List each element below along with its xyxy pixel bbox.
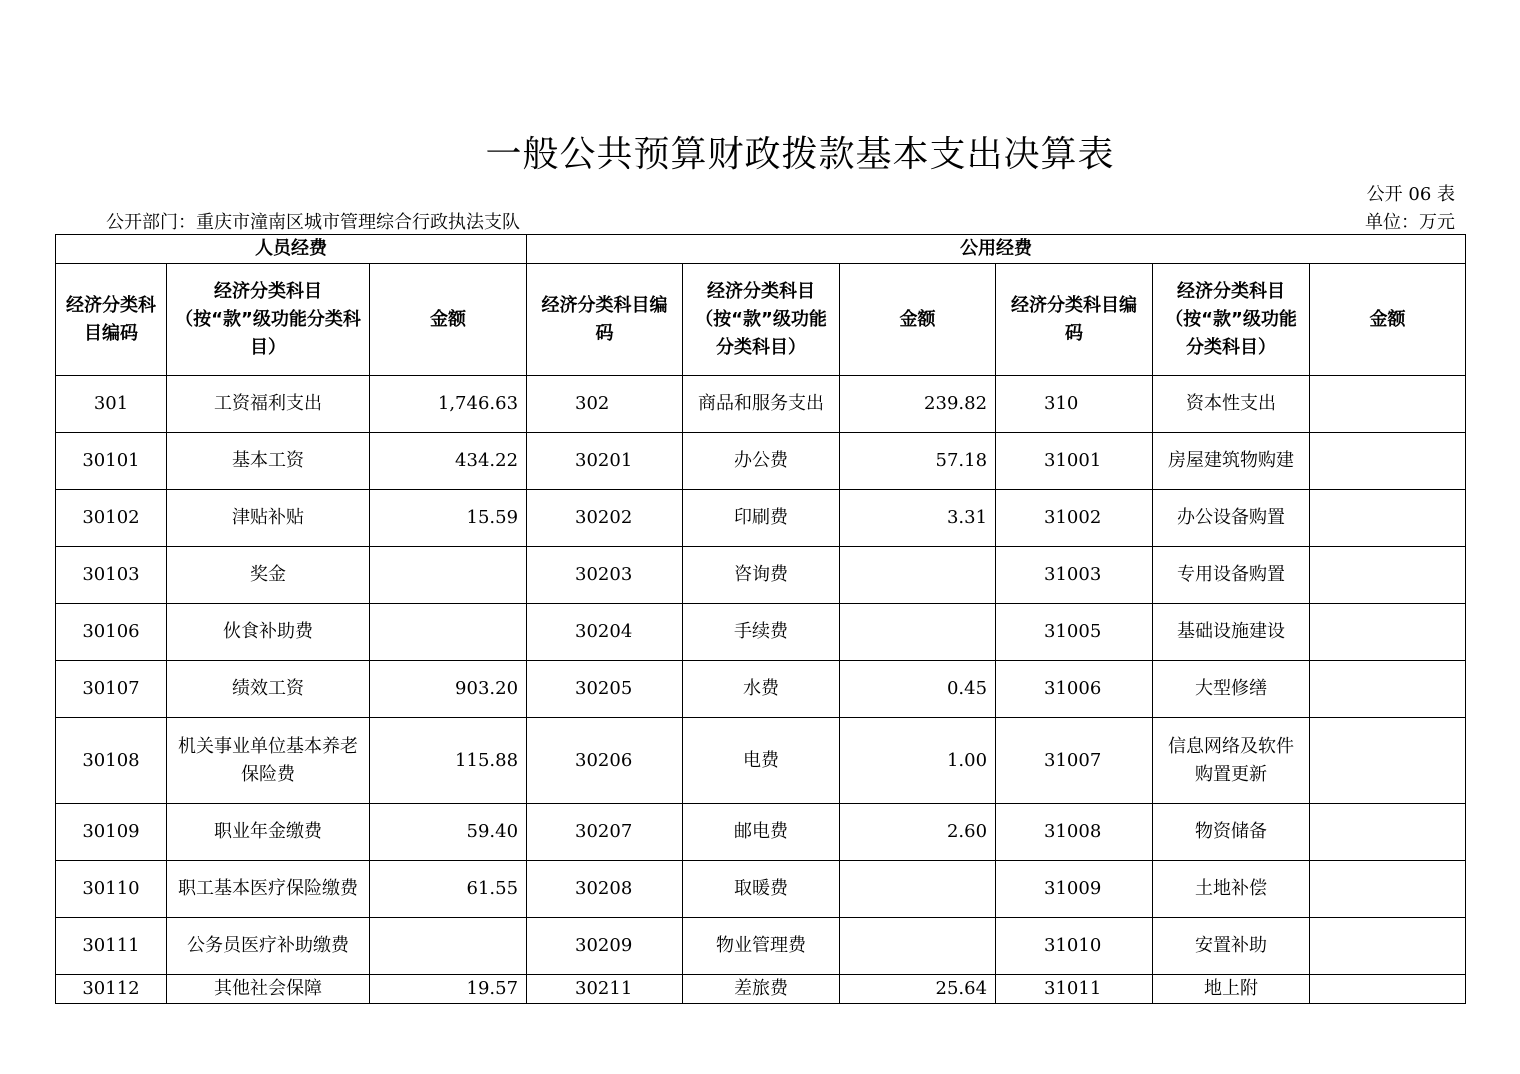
name-cell: 水费: [683, 661, 840, 718]
name-cell: 印刷费: [683, 490, 840, 547]
table-row: [56, 718, 1466, 804]
name-cell: 办公费: [683, 433, 840, 490]
code-cell: 30109: [56, 804, 167, 861]
amount-cell: 1,746.63: [370, 376, 527, 433]
code-cell: 30205: [527, 661, 683, 718]
amount-cell: [370, 918, 527, 975]
col-header-amount: 金额: [370, 264, 527, 376]
amount-cell: [1310, 490, 1466, 547]
code-cell: 31003: [996, 547, 1153, 604]
table-row: [56, 547, 1466, 604]
table-row: [56, 376, 1466, 433]
name-cell: 工资福利支出: [167, 376, 370, 433]
table-row: [56, 804, 1466, 861]
code-cell: 31009: [996, 861, 1153, 918]
name-cell: 绩效工资: [167, 661, 370, 718]
name-cell: 公务员医疗补助缴费: [167, 918, 370, 975]
amount-cell: [1310, 376, 1466, 433]
code-cell: 30211: [527, 975, 683, 1004]
code-cell: 30106: [56, 604, 167, 661]
col-header-code: 经济分类科目编码: [56, 264, 167, 376]
code-cell: 31007: [996, 718, 1153, 804]
form-number: 公开 06 表: [1366, 184, 1455, 205]
amount-cell: 115.88: [370, 718, 527, 804]
name-cell: 手续费: [683, 604, 840, 661]
name-cell: 房屋建筑物购建: [1153, 433, 1310, 490]
table-row: [56, 604, 1466, 661]
name-cell: 邮电费: [683, 804, 840, 861]
code-cell: 301: [56, 376, 167, 433]
table-row: [56, 433, 1466, 490]
code-cell: 31005: [996, 604, 1153, 661]
amount-cell: 434.22: [370, 433, 527, 490]
page-title: 一般公共预算财政拨款基本支出决算表: [485, 134, 1115, 175]
name-cell: 咨询费: [683, 547, 840, 604]
name-cell: 物资储备: [1153, 804, 1310, 861]
name-cell: 差旅费: [683, 975, 840, 1004]
name-cell: 职工基本医疗保险缴费: [167, 861, 370, 918]
name-cell: 取暖费: [683, 861, 840, 918]
group-header-public: 公用经费: [527, 235, 1466, 264]
col-header-amount: 金额: [840, 264, 996, 376]
amount-cell: 25.64: [840, 975, 996, 1004]
table-row: [56, 661, 1466, 718]
amount-cell: 59.40: [370, 804, 527, 861]
amount-cell: 0.45: [840, 661, 996, 718]
table-row: [56, 975, 1466, 1004]
amount-cell: [370, 604, 527, 661]
name-cell: 津贴补贴: [167, 490, 370, 547]
amount-cell: [1310, 918, 1466, 975]
col-header-name: 经济分类科目（按“款”级功能分类科目）: [167, 264, 370, 376]
table-row: [56, 490, 1466, 547]
name-cell: 基础设施建设: [1153, 604, 1310, 661]
name-cell: 土地补偿: [1153, 861, 1310, 918]
code-cell: 31011: [996, 975, 1153, 1004]
code-cell: 310: [996, 376, 1153, 433]
amount-cell: [1310, 804, 1466, 861]
col-header-name: 经济分类科目（按“款”级功能分类科目）: [683, 264, 840, 376]
code-cell: 302: [527, 376, 683, 433]
amount-cell: [840, 861, 996, 918]
name-cell: 物业管理费: [683, 918, 840, 975]
code-cell: 30111: [56, 918, 167, 975]
code-cell: 30110: [56, 861, 167, 918]
code-cell: 31010: [996, 918, 1153, 975]
name-cell: 信息网络及软件购置更新: [1153, 718, 1310, 804]
name-cell: 基本工资: [167, 433, 370, 490]
col-header-code: 经济分类科目编码: [996, 264, 1153, 376]
group-header-personnel: 人员经费: [56, 235, 527, 264]
code-cell: 30107: [56, 661, 167, 718]
amount-cell: [1310, 718, 1466, 804]
amount-cell: [1310, 433, 1466, 490]
name-cell: 电费: [683, 718, 840, 804]
name-cell: 伙食补助费: [167, 604, 370, 661]
table-row: [56, 918, 1466, 975]
name-cell: 专用设备购置: [1153, 547, 1310, 604]
code-cell: 31002: [996, 490, 1153, 547]
amount-cell: [370, 547, 527, 604]
code-cell: 30206: [527, 718, 683, 804]
code-cell: 30101: [56, 433, 167, 490]
code-cell: 31006: [996, 661, 1153, 718]
code-cell: 30209: [527, 918, 683, 975]
amount-cell: [1310, 604, 1466, 661]
name-cell: 职业年金缴费: [167, 804, 370, 861]
amount-cell: 3.31: [840, 490, 996, 547]
code-cell: 30203: [527, 547, 683, 604]
budget-table: [55, 234, 1466, 1004]
name-cell: 奖金: [167, 547, 370, 604]
name-cell: 资本性支出: [1153, 376, 1310, 433]
amount-cell: 19.57: [370, 975, 527, 1004]
amount-cell: 57.18: [840, 433, 996, 490]
amount-cell: [1310, 661, 1466, 718]
amount-cell: 15.59: [370, 490, 527, 547]
name-cell: 办公设备购置: [1153, 490, 1310, 547]
col-header-code: 经济分类科目编码: [527, 264, 683, 376]
code-cell: 31001: [996, 433, 1153, 490]
amount-cell: [1310, 975, 1466, 1004]
name-cell: 其他社会保障: [167, 975, 370, 1004]
amount-cell: [840, 604, 996, 661]
amount-cell: 1.00: [840, 718, 996, 804]
amount-cell: 903.20: [370, 661, 527, 718]
amount-cell: [840, 918, 996, 975]
code-cell: 30108: [56, 718, 167, 804]
code-cell: 30207: [527, 804, 683, 861]
col-header-amount: 金额: [1310, 264, 1466, 376]
code-cell: 30202: [527, 490, 683, 547]
amount-cell: [1310, 861, 1466, 918]
code-cell: 30103: [56, 547, 167, 604]
amount-cell: 239.82: [840, 376, 996, 433]
name-cell: 安置补助: [1153, 918, 1310, 975]
amount-cell: [840, 547, 996, 604]
amount-cell: 61.55: [370, 861, 527, 918]
code-cell: 30201: [527, 433, 683, 490]
amount-cell: 2.60: [840, 804, 996, 861]
col-header-name: 经济分类科目（按“款”级功能分类科目）: [1153, 264, 1310, 376]
amount-cell: [1310, 547, 1466, 604]
name-cell: 大型修缮: [1153, 661, 1310, 718]
name-cell: 机关事业单位基本养老保险费: [167, 718, 370, 804]
department-label: 公开部门：重庆市潼南区城市管理综合行政执法支队: [106, 212, 520, 233]
name-cell: 商品和服务支出: [683, 376, 840, 433]
name-cell: 地上附: [1153, 975, 1310, 1004]
table-row: [56, 861, 1466, 918]
unit-label: 单位：万元: [1365, 212, 1455, 233]
code-cell: 31008: [996, 804, 1153, 861]
code-cell: 30204: [527, 604, 683, 661]
code-cell: 30112: [56, 975, 167, 1004]
code-cell: 30102: [56, 490, 167, 547]
code-cell: 30208: [527, 861, 683, 918]
